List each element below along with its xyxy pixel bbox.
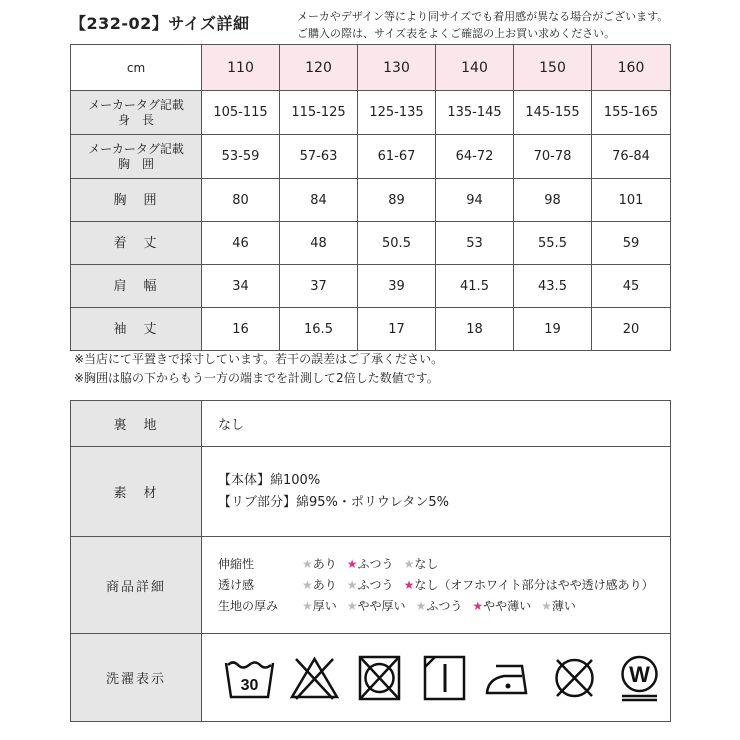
row-label xyxy=(71,91,202,135)
detail-name: 透け感 xyxy=(218,577,255,592)
page-header xyxy=(70,8,670,44)
table-cell: 59 xyxy=(592,222,671,265)
detail-option-label: やや厚い xyxy=(357,598,406,613)
table-row-shoulder xyxy=(71,265,671,308)
size-header-cell: 150 xyxy=(514,45,592,91)
table-cell: 115-125 xyxy=(280,91,358,135)
table-cell: 76-84 xyxy=(592,135,671,179)
detail-option-label: あり xyxy=(312,577,337,592)
table-cell: 37 xyxy=(280,265,358,308)
table-cell: 155-165 xyxy=(592,91,671,135)
table-cell: 16.5 xyxy=(280,308,358,351)
table-cell: 145-155 xyxy=(514,91,592,135)
info-value xyxy=(202,537,671,634)
table-cell: 64-72 xyxy=(436,135,514,179)
table-row-chest xyxy=(71,179,671,222)
table-row-sleeve xyxy=(71,308,671,351)
size-header-cell: 120 xyxy=(280,45,358,91)
size-header-cell: 130 xyxy=(358,45,436,91)
row-label-line2: 身 長 xyxy=(117,112,154,127)
table-cell: 16 xyxy=(202,308,280,351)
detail-option-label: ふつう xyxy=(357,556,394,571)
info-value: なし xyxy=(202,401,671,447)
star-icon: ★ xyxy=(302,577,313,592)
table-cell: 34 xyxy=(202,265,280,308)
detail-option-label: なし xyxy=(414,556,439,571)
detail-option xyxy=(404,554,439,575)
table-cell: 39 xyxy=(358,265,436,308)
line-dry-shade-icon xyxy=(417,653,472,703)
detail-option-label: ふつう xyxy=(357,577,394,592)
detail-option xyxy=(302,554,337,575)
detail-name: 生地の厚み xyxy=(218,598,279,613)
row-label: 着 丈 xyxy=(71,222,202,265)
table-cell: 61-67 xyxy=(358,135,436,179)
table-cell: 18 xyxy=(436,308,514,351)
table-cell: 17 xyxy=(358,308,436,351)
material-line: 【本体】綿100% xyxy=(218,472,321,488)
star-icon: ★ xyxy=(346,598,358,613)
no-bleach-icon xyxy=(287,653,342,703)
detail-row xyxy=(218,596,670,617)
page-title: 【232-02】サイズ詳細 xyxy=(70,14,250,33)
detail-option xyxy=(472,596,531,617)
info-label: 素 材 xyxy=(71,447,202,537)
table-cell: 43.5 xyxy=(514,265,592,308)
star-icon: ★ xyxy=(415,598,427,613)
detail-option xyxy=(302,575,337,596)
star-selected-icon: ★ xyxy=(403,577,415,592)
star-icon: ★ xyxy=(403,556,415,571)
table-cell: 55.5 xyxy=(514,222,592,265)
row-label-line1: メーカータグ記載 xyxy=(88,97,184,112)
star-icon: ★ xyxy=(302,598,313,613)
table-cell: 84 xyxy=(280,179,358,222)
table-row-tag-height xyxy=(71,91,671,135)
size-header-row xyxy=(71,45,671,91)
row-label: 袖 丈 xyxy=(71,308,202,351)
detail-option xyxy=(416,596,463,617)
table-cell: 94 xyxy=(436,179,514,222)
unit-cell: cm xyxy=(71,45,202,91)
info-label: 洗濯表示 xyxy=(71,634,202,722)
detail-option-label: ふつう xyxy=(426,598,463,613)
info-label: 裏 地 xyxy=(71,401,202,447)
iron-low-icon xyxy=(482,653,537,703)
detail-option-label: なし（オフホワイト部分はやや透け感あり） xyxy=(414,577,654,592)
table-cell: 48 xyxy=(280,222,358,265)
size-table xyxy=(70,44,671,351)
detail-option xyxy=(404,575,654,596)
table-cell: 41.5 xyxy=(436,265,514,308)
detail-option-label: あり xyxy=(312,556,337,571)
product-info-table xyxy=(70,400,671,722)
table-cell: 101 xyxy=(592,179,671,222)
table-cell: 45 xyxy=(592,265,671,308)
table-cell: 98 xyxy=(514,179,592,222)
detail-option xyxy=(541,596,576,617)
size-header-cell: 160 xyxy=(592,45,671,91)
table-row-tag-chest xyxy=(71,135,671,179)
star-icon: ★ xyxy=(541,598,552,613)
wet-clean-letter: W xyxy=(629,661,650,687)
star-selected-icon: ★ xyxy=(472,598,484,613)
detail-name: 伸縮性 xyxy=(218,556,255,571)
wash-30-icon xyxy=(222,653,277,703)
table-cell: 53-59 xyxy=(202,135,280,179)
info-label: 商品詳細 xyxy=(71,537,202,634)
table-cell: 50.5 xyxy=(358,222,436,265)
detail-option xyxy=(302,596,337,617)
details-list xyxy=(218,554,670,617)
info-row-lining xyxy=(71,401,671,447)
table-cell: 46 xyxy=(202,222,280,265)
info-value xyxy=(202,634,671,722)
detail-option xyxy=(347,575,394,596)
note-line: ※当店にて平置きで採寸しています。若干の誤差はご了承ください。 xyxy=(74,352,444,366)
detail-option-label: やや薄い xyxy=(483,598,532,613)
table-cell: 135-145 xyxy=(436,91,514,135)
row-label-line1: メーカータグ記載 xyxy=(88,141,184,156)
info-row-material xyxy=(71,447,671,537)
star-icon: ★ xyxy=(346,577,358,592)
no-tumble-dry-icon xyxy=(352,653,407,703)
wash-temp-label: 30 xyxy=(240,676,259,694)
header-note-fit: メーカやデザイン等により同サイズでも着用感が異なる場合がございます。 xyxy=(297,10,669,23)
table-cell: 89 xyxy=(358,179,436,222)
header-note-check: ご購入の際は、サイズ表をよくご確認の上お買い求めください。 xyxy=(297,27,616,40)
material-line: 【リブ部分】綿95%・ポリウレタン5% xyxy=(218,494,449,510)
size-header-cell: 110 xyxy=(202,45,280,91)
size-header-cell: 140 xyxy=(436,45,514,91)
detail-option xyxy=(347,596,406,617)
table-row-length xyxy=(71,222,671,265)
row-label: 肩 幅 xyxy=(71,265,202,308)
row-label xyxy=(71,135,202,179)
table-cell: 19 xyxy=(514,308,592,351)
detail-option xyxy=(347,554,394,575)
row-label-line2: 胸 囲 xyxy=(117,156,154,171)
table-cell: 70-78 xyxy=(514,135,592,179)
table-cell: 80 xyxy=(202,179,280,222)
table-cell: 53 xyxy=(436,222,514,265)
wet-clean-icon xyxy=(612,653,667,703)
row-label: 胸 囲 xyxy=(71,179,202,222)
no-dry-clean-icon xyxy=(547,653,602,703)
detail-row xyxy=(218,554,670,575)
info-row-care xyxy=(71,634,671,722)
note-line: ※胸囲は脇の下からもう一方の端までを計測して2倍した数値です。 xyxy=(74,371,439,385)
star-selected-icon: ★ xyxy=(346,556,358,571)
table-cell: 105-115 xyxy=(202,91,280,135)
care-symbols xyxy=(218,653,670,703)
table-cell: 125-135 xyxy=(358,91,436,135)
detail-option-label: 厚い xyxy=(312,598,337,613)
measurement-notes xyxy=(74,350,443,388)
star-icon: ★ xyxy=(302,556,313,571)
detail-row xyxy=(218,575,670,596)
info-value xyxy=(202,447,671,537)
table-cell: 57-63 xyxy=(280,135,358,179)
detail-option-label: 薄い xyxy=(551,598,576,613)
table-cell: 20 xyxy=(592,308,671,351)
info-row-details xyxy=(71,537,671,634)
